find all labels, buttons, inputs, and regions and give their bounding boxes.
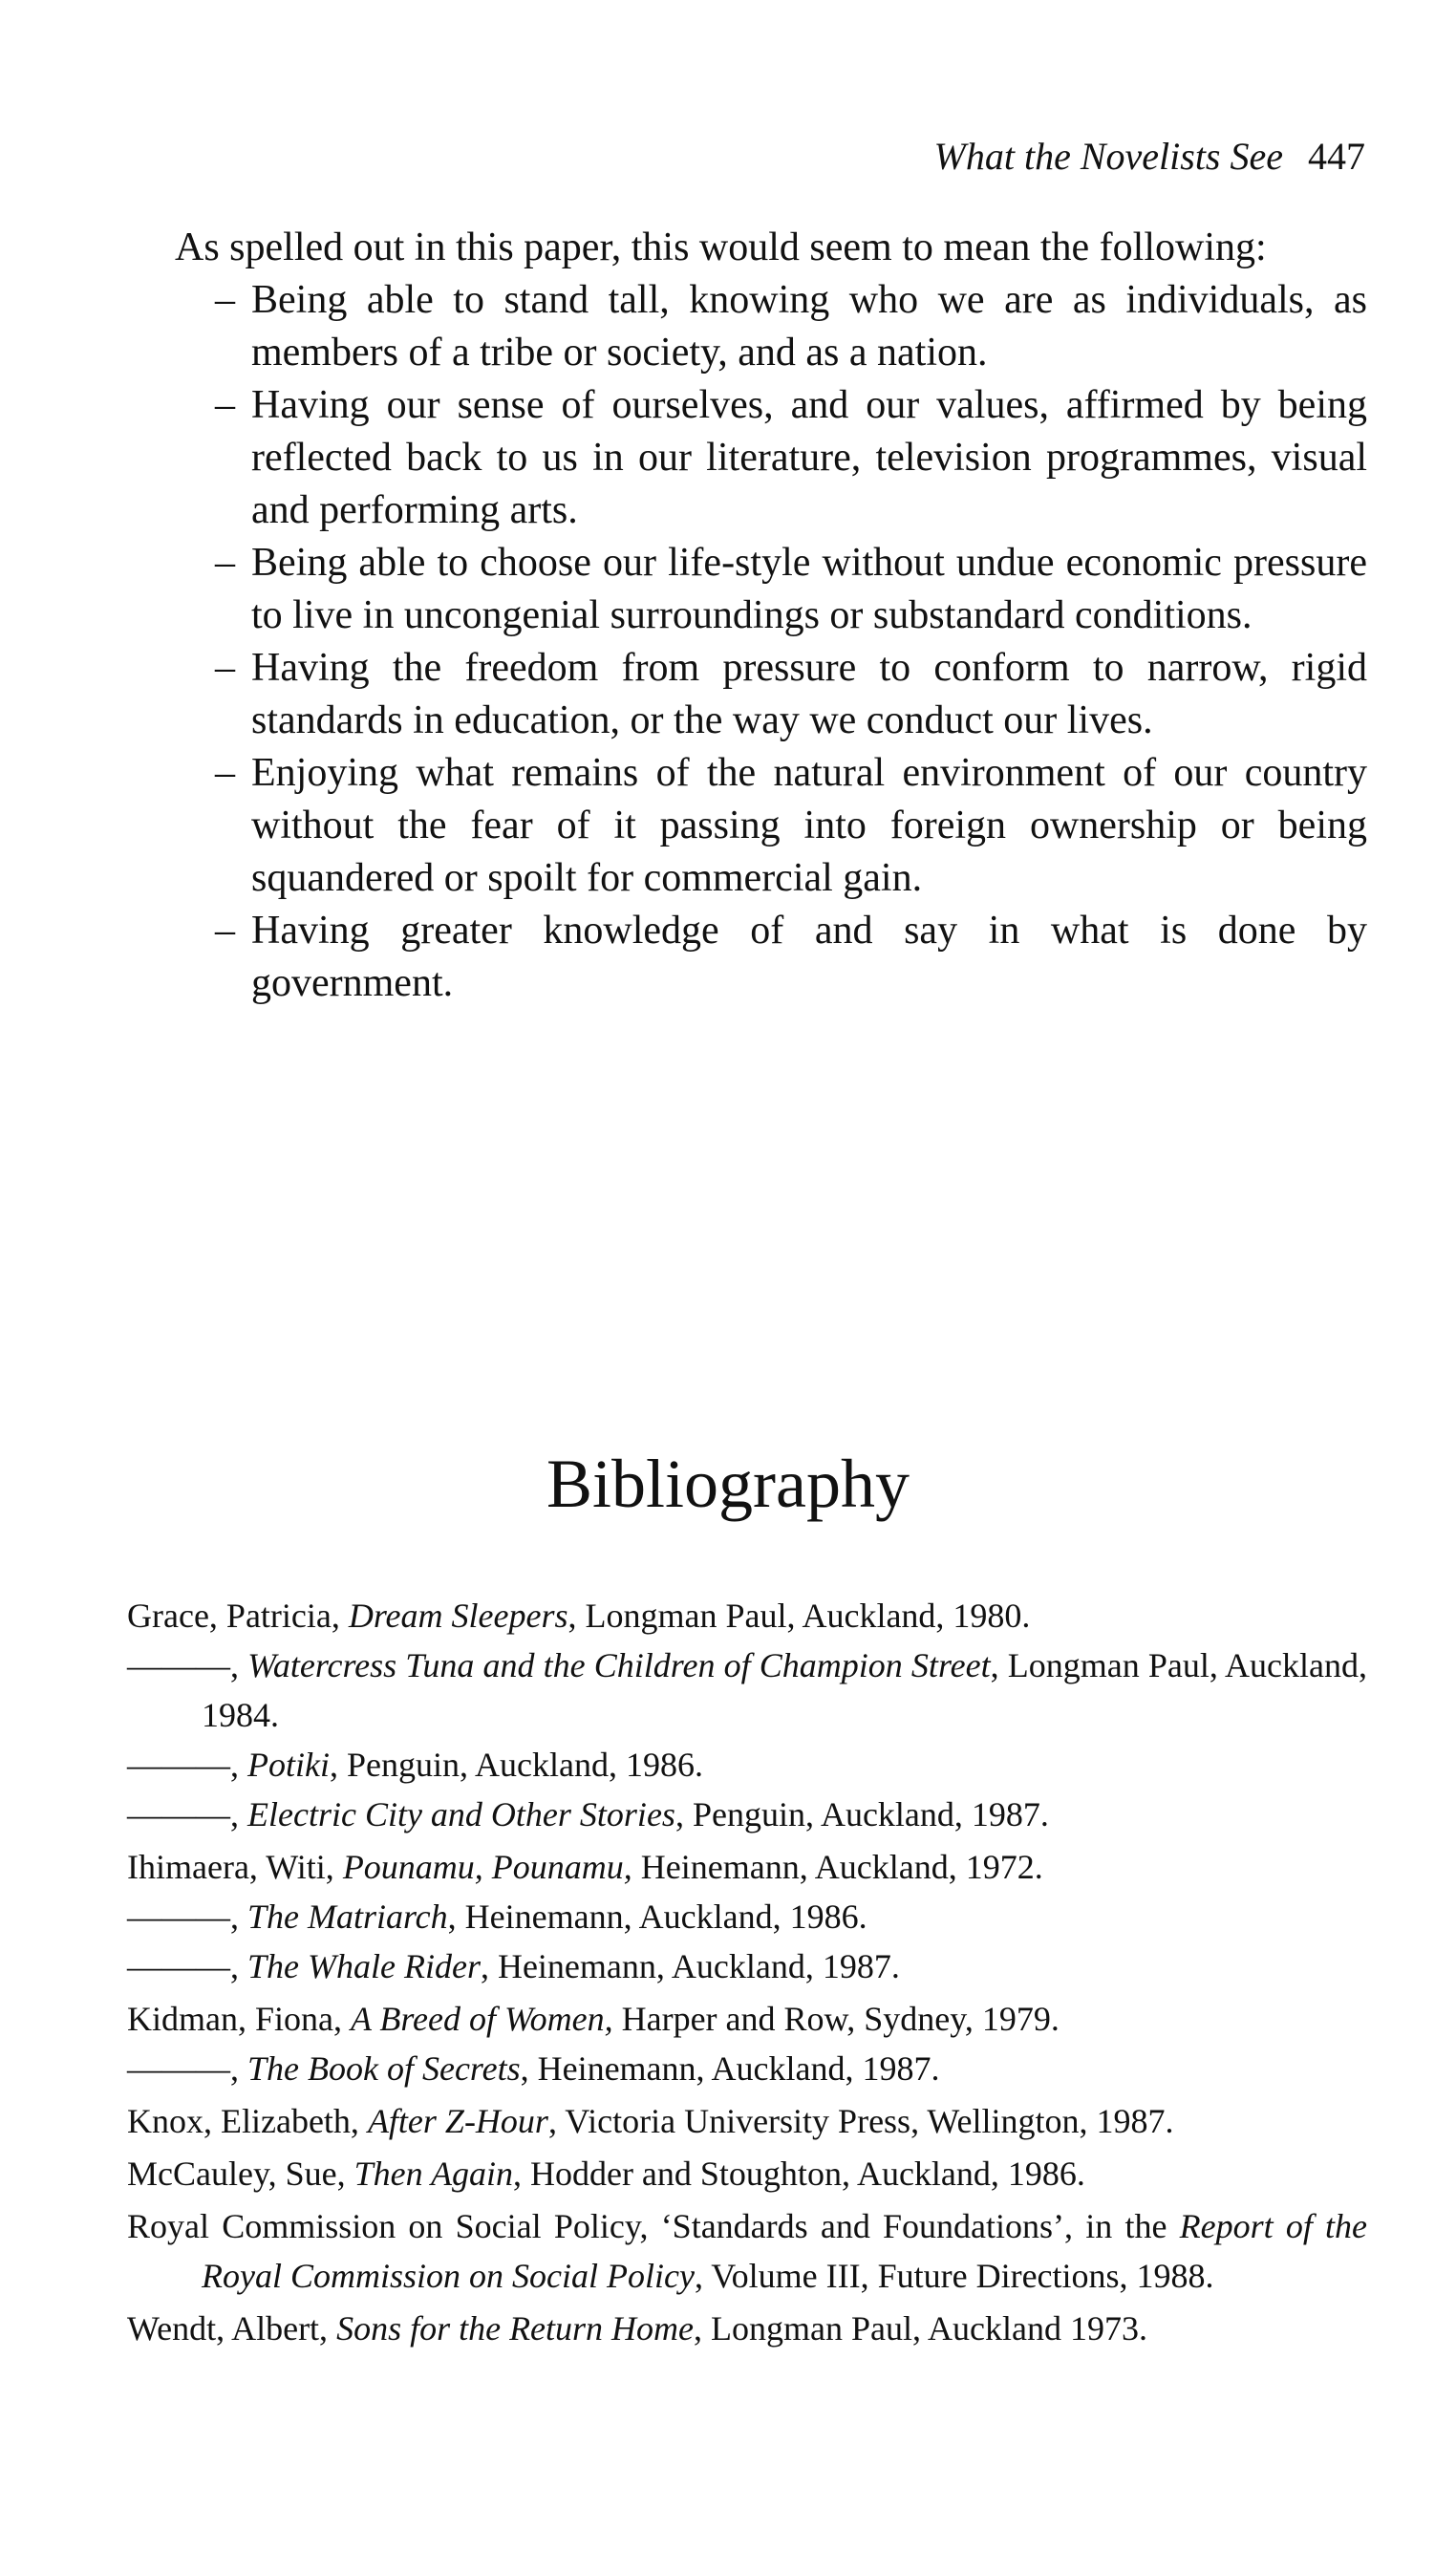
entry-author: ———, (127, 1947, 247, 1985)
list-item-text: Being able to choose our life-style without undue economic pressure to live in uncongenial surroundings or substandard conditions. (251, 541, 1367, 637)
bibliography-list (127, 1591, 1367, 2353)
list-dash: – (215, 909, 235, 953)
entry-author: Ihimaera, Witi, (127, 1848, 343, 1886)
entry-publication: Harper and Row, Sydney, 1979. (612, 2000, 1060, 2038)
entry-title: Potiki (247, 1746, 330, 1784)
bibliography-entry (127, 2304, 1367, 2353)
list-dash: – (215, 278, 235, 322)
entry-author: ———, (127, 1746, 247, 1784)
bibliography-entry (127, 1740, 1367, 1790)
bibliography-heading: Bibliography (546, 1445, 910, 1522)
values-list (127, 274, 1367, 1010)
entry-publication: , Heinemann, Auckland, 1986. (447, 1898, 867, 1936)
list-item (127, 747, 1367, 905)
entry-publication: Heinemann, Auckland, 1972. (632, 1848, 1043, 1886)
entry-title: Report of the Royal Commission on Social Policy (202, 2207, 1368, 2295)
entry-author: ———, (127, 1898, 247, 1936)
list-item-text: Having our sense of ourselves, and our values, affirmed by being reflected back to us in our literature, television programmes, visual and performing arts. (251, 383, 1367, 532)
entry-title: A Breed of Women, (350, 2000, 613, 2038)
bibliography-entry (127, 1842, 1367, 1892)
entry-publication: , Heinemann, Auckland, 1987. (520, 2049, 940, 2088)
entry-publication: , Penguin, Auckland, 1986. (329, 1746, 703, 1784)
entry-author: Wendt, Albert, (127, 2309, 337, 2348)
entry-title: Pounamu, Pounamu, (342, 1848, 632, 1886)
entry-author: Grace, Patricia, (127, 1597, 349, 1635)
entry-title: The Book of Secrets (247, 2049, 521, 2088)
list-item-text: Being able to stand tall, knowing who we are as individuals, as members of a tribe or society, and as a nation. (251, 278, 1367, 375)
running-head-title: What the Novelists See (933, 135, 1283, 178)
list-dash: – (215, 751, 235, 795)
list-item-text: Having the freedom from pressure to conform to narrow, rigid standards in education, or the way we conduct our lives. (251, 646, 1367, 742)
bibliography-entry (127, 2149, 1367, 2198)
list-item (127, 642, 1367, 747)
bibliography-entry (127, 1640, 1367, 1740)
list-item (127, 379, 1367, 537)
entry-publication: , Penguin, Auckland, 1987. (674, 1795, 1049, 1833)
list-dash: – (215, 646, 235, 690)
entry-publication: , Longman Paul, Auckland, 1980. (567, 1597, 1031, 1635)
entry-author: ———, (127, 2049, 247, 2088)
list-item-text: Having greater knowledge of and say in what is done by government. (251, 909, 1367, 1005)
list-item-text: Enjoying what remains of the natural environment of our country without the fear of it passing into foreign ownership or being squandered or spoilt for commercial gain. (251, 751, 1367, 900)
entry-publication: , Volume III, Future Directions, 1988. (694, 2257, 1214, 2295)
list-dash: – (215, 541, 235, 585)
bibliography-entry (127, 2201, 1367, 2301)
bibliography-entry (127, 1994, 1367, 2044)
bibliography-entry (127, 1892, 1367, 1941)
bibliography-entry (127, 1790, 1367, 1839)
entry-publication: , Longman Paul, Auckland, 1984. (202, 1646, 1367, 1734)
entry-author: McCauley, Sue, (127, 2155, 354, 2193)
running-head (934, 134, 1365, 180)
entry-title: The Matriarch (247, 1898, 448, 1936)
entry-title: After Z-Hour (367, 2102, 548, 2140)
bibliography-entry (127, 1591, 1367, 1640)
bibliography-entry (127, 2044, 1367, 2093)
entry-title: Dream Sleepers (348, 1597, 568, 1635)
intro-paragraph: As spelled out in this paper, this would seem to mean the following: (175, 225, 1267, 269)
list-item (127, 274, 1367, 379)
entry-author: ———, (127, 1646, 248, 1684)
entry-title: Watercress Tuna and the Children of Champion Street (247, 1646, 991, 1684)
entry-author: Knox, Elizabeth, (127, 2102, 368, 2140)
entry-publication: , Heinemann, Auckland, 1987. (480, 1947, 900, 1985)
entry-title: Electric City and Other Stories (247, 1795, 675, 1833)
list-item (127, 905, 1367, 1010)
body-text (127, 222, 1367, 1010)
entry-author: Royal Commission on Social Policy, ‘Standards and Foundations’, in the (127, 2207, 1180, 2245)
entry-author: ———, (127, 1795, 247, 1833)
list-dash: – (215, 383, 235, 427)
bibliography-entry (127, 1941, 1367, 1991)
entry-publication: , Longman Paul, Auckland 1973. (694, 2309, 1147, 2348)
entry-title: Then Again (353, 2155, 513, 2193)
entry-publication: , Hodder and Stoughton, Auckland, 1986. (512, 2155, 1085, 2193)
bibliography-entry (127, 2096, 1367, 2146)
entry-title: Sons for the Return Home (336, 2309, 695, 2348)
entry-publication: , Victoria University Press, Wellington, 1987. (547, 2102, 1174, 2140)
entry-title: The Whale Rider (247, 1947, 481, 1985)
entry-author: Kidman, Fiona, (127, 2000, 351, 2038)
page-number: 447 (1308, 135, 1365, 178)
list-item (127, 537, 1367, 642)
